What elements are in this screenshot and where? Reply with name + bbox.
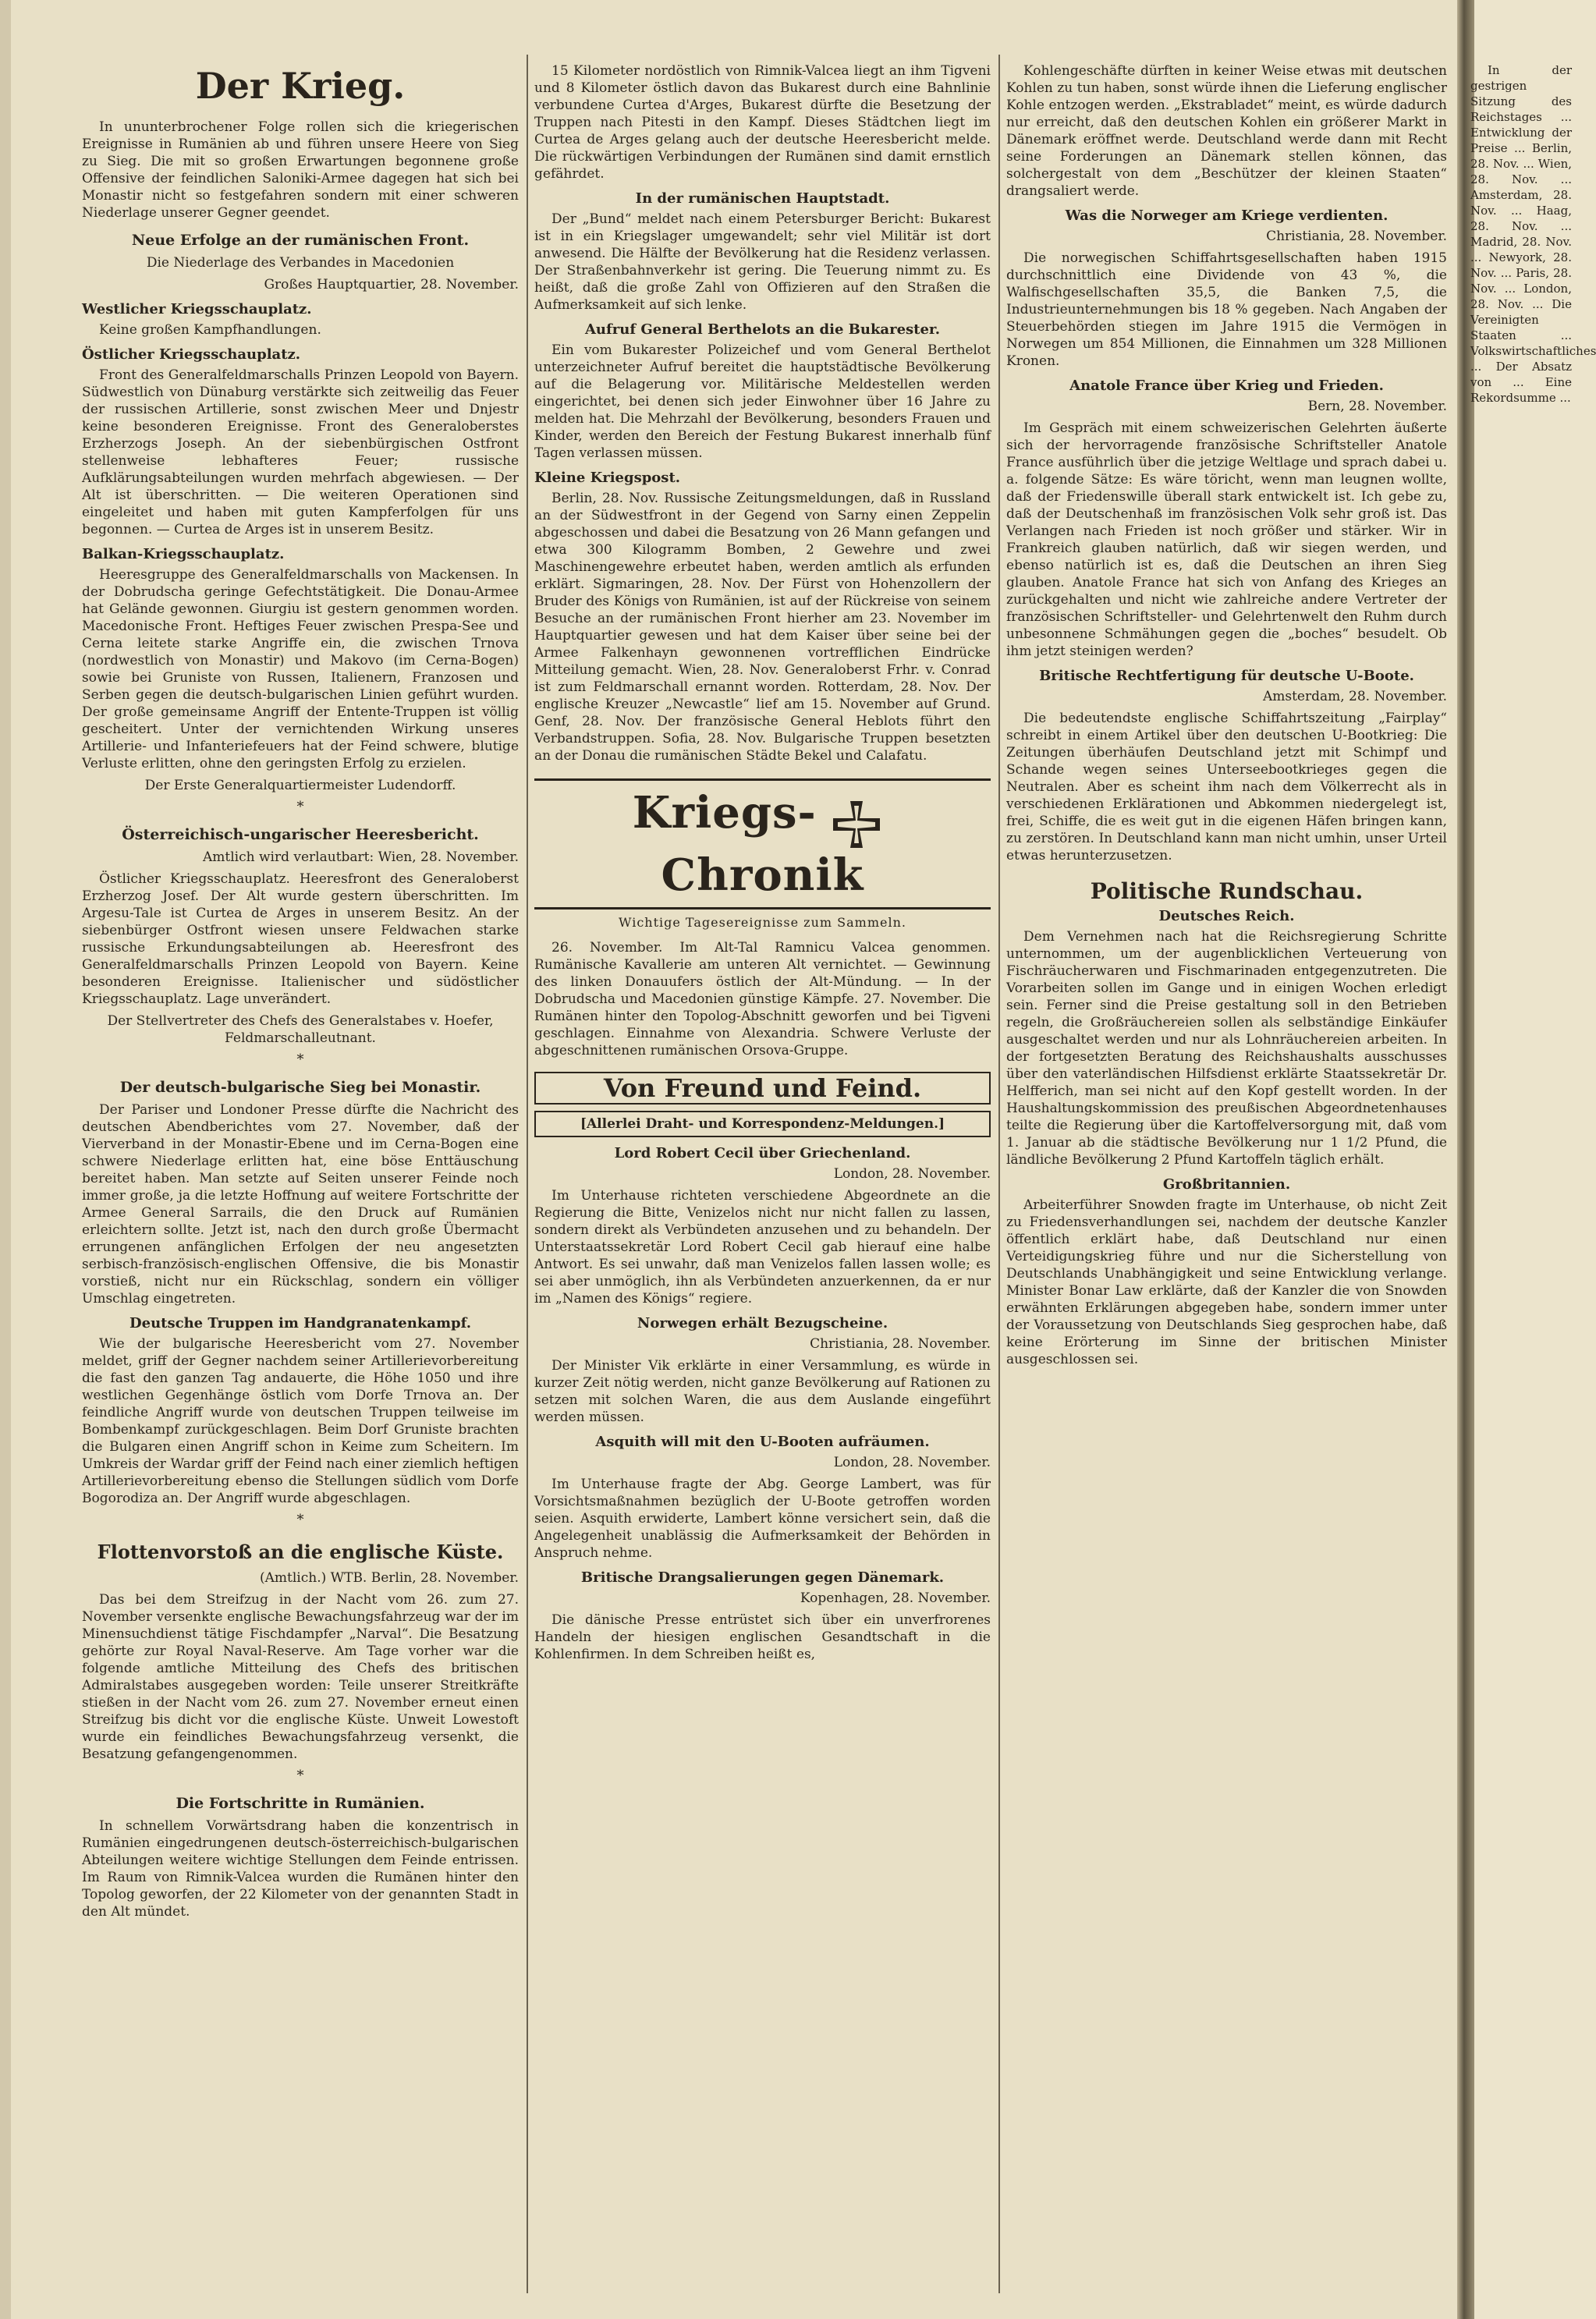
paragraph: Die norwegischen Schiffahrtsgesellschaften haben 1915 durchschnittlich eine Dividende von 43 %, die Walfischgesellschaften 35,5, die Banken 7,5, die Industrieunternehmungen bis 18 % gegeben. Nach Angaben der Steuerbehörden stiegen im Jahre 1915 die Vermögen in Norwegen um 854 Millionen, die Einnahmen um 328 Millionen Kronen. bbox=[1006, 250, 1447, 369]
dateline: London, 28. November. bbox=[833, 1454, 991, 1470]
paragraph: Die dänische Presse entrüstet sich über ein unverfrorenes Handeln der hiesigen englischen Gesandtschaft in die Kohlenfirmen. In dem Schreiben heißt es, bbox=[534, 1612, 991, 1662]
paragraph: Kohlengeschäfte dürften in keiner Weise etwas mit deutschen Kohlen zu tun haben, sonst würde ihnen die Lieferung englischer Kohle entzogen werden. „Ekstrabladet“ meint, es würde dadurch nur erreicht, daß den deutschen Kohlen ein größerer Markt in Dänemark eröffnet werde. Deutschland werde dann mit Recht seine Forderungen an Dänemark stellen können, das solchergestalt von dem „Beschützer der kleinen Staaten“ drangsaliert werde. bbox=[1006, 63, 1447, 199]
column-rule bbox=[998, 55, 1000, 2293]
dateline: Kopenhagen, 28. November. bbox=[800, 1590, 991, 1606]
column-rule bbox=[527, 55, 528, 2293]
headline-flottenvorstoss: Flottenvorstoß an die englische Küste. bbox=[97, 1541, 504, 1563]
headline-aufruf: Aufruf General Berthelots an die Bukarester. bbox=[584, 321, 941, 338]
paragraph: Front des Generalfeldmarschalls Prinzen Leopold von Bayern. Südwestlich von Dünaburg verstärkte sich zeitweilig das Feuer der russischen Artillerie, sonst zwischen Meer und Dnjestr keine besonderen Ereignisse. Front des Generaloberstes Erzherzogs Joseph. An der siebenbürgischen Ostfront stellenweise lebhafteres Feuer; russische Aufklärungsabteilungen wurden mehrfach abgewiesen. — Der Alt ist überschritten. — Die weiteren Operationen sind eingeleitet und haben mit guten Kampferfolgen für uns begonnen. — Curtea de Arges ist in unserem Besitz. bbox=[82, 367, 519, 537]
headline-fortschritte: Die Fortschritte in Rumänien. bbox=[176, 1795, 425, 1812]
paragraph: In der gestrigen Sitzung des Reichstages ... Entwicklung der Preise ... Berlin, 28. Nov. ... Wien, 28. Nov. ... Amsterdam, 28. Nov. ... Haag, 28. Nov. ... Madrid, 28. Nov. ... Newyork, 28. Nov. ... Paris, 28. Nov. ... London, 28. Nov. ... Die Vereinigten Staaten ... Volkswirtschaftliches ... Der Absatz von ... Eine Rekordsumme ... bbox=[1470, 63, 1596, 405]
paragraph: Im Unterhause richteten verschiedene Abgeordnete an die Regierung die Bitte, Venizelos nicht nur nicht fallen zu lassen, sondern direkt als Verbündeten anzusehen und zu behandeln. Der Unterstaatssekretär Lord Robert Cecil gab hierauf eine halbe Antwort. Es sei unwahr, daß man Venizelos fallen lassen wolle; es sei aber unmöglich, ihn als Verbündeten anzuerkennen, da er nur im „Namen des Königs“ regiere. bbox=[534, 1187, 991, 1307]
headline-asquith: Asquith will mit den U-Booten aufräumen. bbox=[595, 1433, 930, 1450]
page-edge bbox=[0, 0, 11, 2319]
kriegs-chronik-banner bbox=[534, 778, 991, 910]
headline-monastir: Der deutsch-bulgarische Sieg bei Monastir. bbox=[119, 1079, 481, 1096]
freund-feind-title: Von Freund und Feind. bbox=[534, 1072, 991, 1105]
chronik-tagline: Wichtige Tagesereignisse zum Sammeln. bbox=[619, 914, 906, 930]
intro-paragraph: In ununterbrochener Folge rollen sich die kriegerischen Ereignisse in Rumänien ab und führen unsere Heere von Sieg zu Sieg. Die mit so großen Erwartungen begonnene große Offensive der feindlichen Saloniki-Armee dagegen hat sich bei Monastir nicht so festgefahren sondern mit einer schweren Niederlage unserer Gegner geendet. bbox=[82, 119, 519, 221]
paragraph: Ein vom Bukarester Polizeichef und vom General Berthelot unterzeichneter Aufruf bereitet die hauptstädtische Bevölkerung auf die Belagerung vor. Militärische Meldestellen werden eingerichtet, bei denen sich jeder Einwohner über 16 Jahre zu melden hat. Die Mehrzahl der Bevölkerung, besonders Frauen und Kinder, werden den Bereich der Festung Bukarest innerhalb fünf Tagen verlassen müssen. bbox=[534, 342, 991, 461]
paragraph: 26. November. Im Alt-Tal Ramnicu Valcea genommen. Rumänische Kavallerie am unteren Alt vernichtet. — Gewinnung des linken Donauufers östlich der Alt-Mündung. — In der Dobrudscha und Macedonien günstige Kämpfe. 27. November. Die Rumänen hinter den Topolog-Abschnitt geworfen und bei Tigveni geschlagen. Einnahme von Alexandria. Schwere Verluste der abgeschnittenen rumänischen Orsova-Gruppe. bbox=[534, 939, 991, 1058]
headline-handgranaten: Deutsche Truppen im Handgranatenkampf. bbox=[129, 1315, 471, 1331]
paragraph: Berlin, 28. Nov. Russische Zeitungsmeldungen, daß in Russland an der Südwestfront in der Gegend von Sarny einen Zeppelin abgeschossen und dabei die Besatzung von 26 Mann gefangen und etwa 300 Kilogramm Bomben, 2 Gewehre und zwei Maschinengewehre erbeutet haben, werden amtlich als erfunden erklärt. Sigmaringen, 28. Nov. Der Fürst von Hohenzollern der Bruder des Königs von Rumänien, ist auf der Rückreise von seinem Besuche an der rumänischen Front hierher am 23. November im Hauptquartier gewesen und hat dem Kaiser über seine bei der Armee Falkenhayn gewonnenen vortrefflichen Eindrücke Mitteilung gemacht. Wien, 28. Nov. Generaloberst Frhr. v. Conrad ist zum Feldmarschall ernannt worden. Rotterdam, 28. Nov. Der englische Kreuzer „Newcastle“ lief am 15. November auf Grund. Genf, 28. Nov. Der französische General Heblots führt den Verbandstruppen. Sofia, 28. Nov. Bulgarische Truppen besetzten an der Donau die rumänischen Städte Bekel und Calafatu. bbox=[534, 491, 991, 764]
paragraph: Arbeiterführer Snowden fragte im Unterhause, ob nicht Zeit zu Friedensverhandlungen sei, nachdem der deutsche Kanzler öffentlich erklärt habe, daß Deutschland nur einen Verteidigungskrieg führe und nur die Sicherstellung von Deutschlands Unabhängigkeit und seine Entwicklung verlange. Minister Bonar Law erklärte, daß der Kanzler die von Snowden erwähnten Erklärungen abgegeben habe, sondern immer unter der Voraussetzung von Deutschlands Sieg gesprochen habe, daß keine Erörterung im Sinne der britischen Minister ausgeschlossen sei. bbox=[1006, 1197, 1447, 1367]
paragraph: Keine großen Kampfhandlungen. bbox=[99, 322, 321, 338]
headline-kleine-kriegspost: Kleine Kriegspost. bbox=[534, 470, 681, 486]
section-title-der-krieg: Der Krieg. bbox=[195, 65, 406, 107]
headline-hauptstadt: In der rumänischen Hauptstadt. bbox=[635, 190, 890, 207]
headline-oesterreich: Österreichisch-ungarischer Heeresbericht. bbox=[122, 826, 479, 843]
paragraph: Im Unterhause fragte der Abg. George Lambert, was für Vorsichtsmaßnahmen bezüglich der U-Boote getroffen worden seien. Asquith erwiderte, Lambert könne versichert sein, daß die Angelegenheit unablässig die Aufmerksamkeit der Behörden in Anspruch nehme. bbox=[534, 1476, 991, 1561]
separator-star: * bbox=[296, 1051, 304, 1068]
dateline: Christiania, 28. November. bbox=[810, 1335, 991, 1352]
headline-balkan: Balkan-Kriegsschauplatz. bbox=[82, 546, 285, 562]
column-4-partial bbox=[1470, 62, 1596, 410]
column-1 bbox=[82, 62, 519, 1925]
subheadline: Die Niederlage des Verbandes in Macedonien bbox=[146, 255, 455, 271]
chronik-title-left: Kriegs- bbox=[632, 787, 817, 839]
headline-neue-erfolge: Neue Erfolge an der rumänischen Front. bbox=[131, 232, 470, 249]
paragraph: Der „Bund“ meldet nach einem Petersburger Bericht: Bukarest ist in ein Kriegslager umgewandelt; sehr viel Militär ist dort anwesend. Die Hälfte der Bevölkerung hat die Residenz verlassen. Der Straßenbahnverkehr ist gering. Die Teuerung nimmt zu. Es heißt, daß die große Zahl von Offizieren auf den Straßen die Aufmerksamkeit auf sich lenke. bbox=[534, 211, 991, 313]
signature: Der Erste Generalquartiermeister Ludendorff. bbox=[144, 778, 456, 793]
column-2 bbox=[534, 62, 991, 1668]
headline-daenemark: Britische Drangsalierungen gegen Dänemark. bbox=[580, 1569, 945, 1586]
iron-cross-icon bbox=[832, 800, 881, 849]
headline-norweger: Was die Norweger am Kriege verdienten. bbox=[1065, 207, 1389, 224]
headline-ost: Östlicher Kriegsschauplatz. bbox=[82, 346, 301, 363]
headline-deutsches-reich: Deutsches Reich. bbox=[1158, 908, 1295, 924]
paragraph: Heeresgruppe des Generalfeldmarschalls von Mackensen. In der Dobrudscha geringe Gefechtstätigkeit. Die Donau-Armee hat Gelände gewonnen. Giurgiu ist gestern genommen worden. Macedonische Front. Heftiges Feuer zwischen Prespa-See und Cerna leitete starke Angriffe ein, die zwischen Trnova (nordwestlich von Monastir) und Makovo (im Cerna-Bogen) sowie bei Gruniste von Russen, Italienern, Franzosen und Serben gegen die deutsch-bulgarischen Linien geführt wurden. Der große gemeinsame Angriff der Entente-Truppen ist völlig gescheitert. Unter der vernichtenden Wirkung unseres Artillerie- und Infanteriefeuers hat der Feind schwere, blutige Verluste erlitten, ohne den geringsten Erfolg zu erzielen. bbox=[82, 567, 519, 771]
separator-star: * bbox=[296, 799, 304, 815]
freund-feind-subtitle: [Allerlei Draht- und Korrespondenz-Meldungen.] bbox=[534, 1111, 991, 1137]
paragraph: Die bedeutendste englische Schiffahrtszeitung „Fairplay“ schreibt in einem Artikel über den deutschen U-Bootkrieg: Die Zeitungen überhäufen Deutschland jetzt mit Schimpf und Schande wegen seines Unterseebootkrieges gegen die Neutralen. Aber es scheint ihm nach dem Völkerrecht als in verschiedenen Erklärationen und Abkommen niedergelegt ist, frei, Schiffe, die es weit gut in die eigenen Häfen bringen kann, zu zerstören. In Deutschland kann man nicht umhin, unser Urteil etwas herunterzusetzen. bbox=[1006, 711, 1447, 863]
separator-star: * bbox=[296, 1768, 304, 1784]
dateline: (Amtlich.) WTB. Berlin, 28. November. bbox=[259, 1570, 519, 1586]
dateline: Großes Hauptquartier, 28. November. bbox=[264, 277, 519, 293]
paragraph: Der Pariser und Londoner Presse dürfte die Nachricht des deutschen Abendberichtes vom 27. November, daß der Vierverband in der Monastir-Ebene und im Cerna-Bogen eine schwere Niederlage erlitten hat, eine böse Enttäuschung bereitet haben. Man setzte auf Seiten unserer Feinde noch immer große, ja die letzte Hoffnung auf weitere Fortschritte der Armee General Sarrails, die den Druck auf Rumänien erleichtern sollte. Jetzt ist, nach den durch große Übermacht errungenen anfänglichen Erfolgen der neu angesetzten serbisch-französisch-englischen Offensive, die bis Monastir vorstieß, nicht nur ein Rückschlag, sondern ein völliger Umschlag eingetreten. bbox=[82, 1102, 519, 1307]
signature: Der Stellvertreter des Chefs des Generalstabes v. Hoefer, Feldmarschalleutnant. bbox=[107, 1013, 494, 1046]
headline-rechtfertigung: Britische Rechtfertigung für deutsche U-Boote. bbox=[1039, 668, 1414, 684]
dateline: Bern, 28. November. bbox=[1307, 399, 1447, 414]
column-3 bbox=[1006, 62, 1447, 1373]
dateline: London, 28. November. bbox=[833, 1165, 991, 1182]
chronik-title-right: Chronik bbox=[661, 849, 864, 901]
paragraph: In schnellem Vorwärtsdrang haben die konzentrisch in Rumänien eingedrungenen deutsch-österreichisch-bulgarischen Abteilungen weitere wichtige Stellungen dem Feinde entrissen. Im Raum von Rimnik-Valcea wurden die Rumänen hinter den Topolog geworfen, der 22 Kilometer von der genannten Stadt in den Alt mündet. bbox=[82, 1818, 519, 1920]
headline-norwegen: Norwegen erhält Bezugscheine. bbox=[637, 1314, 888, 1331]
paragraph: Das bei dem Streifzug in der Nacht vom 26. zum 27. November versenkte englische Bewachungsfahrzeug war der im Minensuchdienst tätige Fischdampfer „Narval“. Die Besatzung gehörte zur Royal Naval-Reserve. Am Tage vorher war die folgende amtliche Mitteilung des Chefs des britischen Admiralstabes ausgegeben worden: Teile unserer Streitkräfte stießen in der Nacht vom 26. zum 27. November erneut einen Streifzug bis dicht vor die englische Küste. Unweit Lowestoft wurde ein feindliches Bewachungsfahrzeug versenkt, die Besatzung gefangengenommen. bbox=[82, 1592, 519, 1762]
paragraph: Der Minister Vik erklärte in einer Versammlung, es würde in kurzer Zeit nötig werden, nicht ganze Bevölkerung auf Rationen zu setzen mit solchen Waren, die aus dem Auslande eingeführt werden müssen. bbox=[534, 1357, 991, 1425]
paragraph: Wie der bulgarische Heeresbericht vom 27. November meldet, griff der Gegner nachdem seiner Artillerievorbereitung die fast den ganzen Tag andauerte, die Höhe 1050 und ihre westlichen Gegenhänge östlich vom Dorfe Trnova an. Der feindliche Angriff wurde von deutschen Truppen teilweise im Bombenkampf zurückgeschlagen. Beim Dorf Gruniste brachten die Bulgaren einen Angriff schon in Keime zum Scheitern. Im Umkreis der Wardar griff der Feind nach einer ziemlich heftigen Artillerievorbereitung ebenso die Stellungen südlich vom Dorfe Bogorodiza an. Der Angriff wurde abgeschlagen. bbox=[82, 1336, 519, 1506]
dateline: Christiania, 28. November. bbox=[1266, 229, 1447, 244]
politische-rundschau-title: Politische Rundschau. bbox=[1090, 878, 1364, 904]
paragraph: Im Gespräch mit einem schweizerischen Gelehrten äußerte sich der hervorragende französische Schriftsteller Anatole France ausführlich über die jetzige Weltlage und sprach dabei u. a. folgende Sätze: Es wäre töricht, wenn man leugnen wollte, daß der Friedenswille überall stark entwickelt ist. Ich gebe zu, daß der Deutschenhaß im französischen Volk sehr groß ist. Das Verlangen nach Frieden ist noch größer und stärker. Wir in Frankreich glauben natürlich, daß wir siegen werden, und ebenso natürlich ist es, daß die Deutschen an ihren Sieg glauben. Anatole France hat sich von Anfang des Krieges an zurückgehalten und nicht wie zahlreiche andere Vertreter der französischen Schriftsteller- und Gelehrtenwelt den Ruhm durch unbesonnene Schmähungen gegen die „boches“ besudelt. Ob ihm jetzt steinigen werden? bbox=[1006, 420, 1447, 659]
dateline: Amsterdam, 28. November. bbox=[1262, 689, 1447, 704]
headline-grossbritannien: Großbritannien. bbox=[1162, 1176, 1291, 1193]
dateline: Amtlich wird verlautbart: Wien, 28. November. bbox=[203, 849, 519, 865]
paragraph: Dem Vernehmen nach hat die Reichsregierung Schritte unternommen, um der augenblicklichen Verteuerung von Fischräucherwaren und Fischmarinaden entgegenzutreten. Die Vorarbeiten sollen im Gange und in einigen Wochen erledigt sein. Ferner sind die Preise gestaltung soll in den Betrieben regeln, die Großräuchereien sollen als selbständige Einkäufer ausgeschaltet werden und nur als Lohnräuchereien arbeiten. In der fortgesetzten Beratung des Reichshaushalts ausschusses über den vaterländischen Hilfsdienst erklärte Staatssekretär Dr. Helfferich, man sei nicht auf den Kopf gestellt worden. In der Haushaltungskommission des preußischen Abgeordnetenhauses teilte die Regierung über die Kartoffelversorgung mit, daß vom 1. Januar ab die städtische Bevölkerung nur 1 1/2 Pfund, die ländliche Bevölkerung 2 Pfund Kartoffeln täglich erhält. bbox=[1006, 929, 1447, 1168]
paragraph: 15 Kilometer nordöstlich von Rimnik-Valcea liegt an ihm Tigveni und 8 Kilometer östlich davon das Bukarest durch eine Bahnlinie verbundene Curtea d'Arges, Bukarest dürfte die Besetzung der Truppen nach Pitesti in den Kampf. Dieses Städtchen liegt im Curtea de Arges gelang auch der deutsche Heeresbericht melde. Die rückwärtigen Verbindungen der Rumänen sind damit ernstlich gefährdet. bbox=[534, 63, 991, 182]
headline-anatole-france: Anatole France über Krieg und Frieden. bbox=[1069, 378, 1384, 394]
paragraph: Östlicher Kriegsschauplatz. Heeresfront des Generaloberst Erzherzog Josef. Der Alt wurde gestern überschritten. Im Argesu-Tale ist Curtea de Arges in unserem Besitz. An der siebenbürger Ostfront wiesen unsere Feldwachen starke russische Erkundungsabteilungen ab. Heeresfront des Generalfeldmarschalls Prinzen Leopold von Bayern. Keine besonderen Ereignisse. Italienischer und südöstlicher Kriegsschauplatz. Lage unverändert. bbox=[82, 871, 519, 1007]
headline-west: Westlicher Kriegsschauplatz. bbox=[82, 301, 312, 317]
separator-star: * bbox=[296, 1512, 304, 1528]
headline-cecil: Lord Robert Cecil über Griechenland. bbox=[614, 1144, 911, 1161]
